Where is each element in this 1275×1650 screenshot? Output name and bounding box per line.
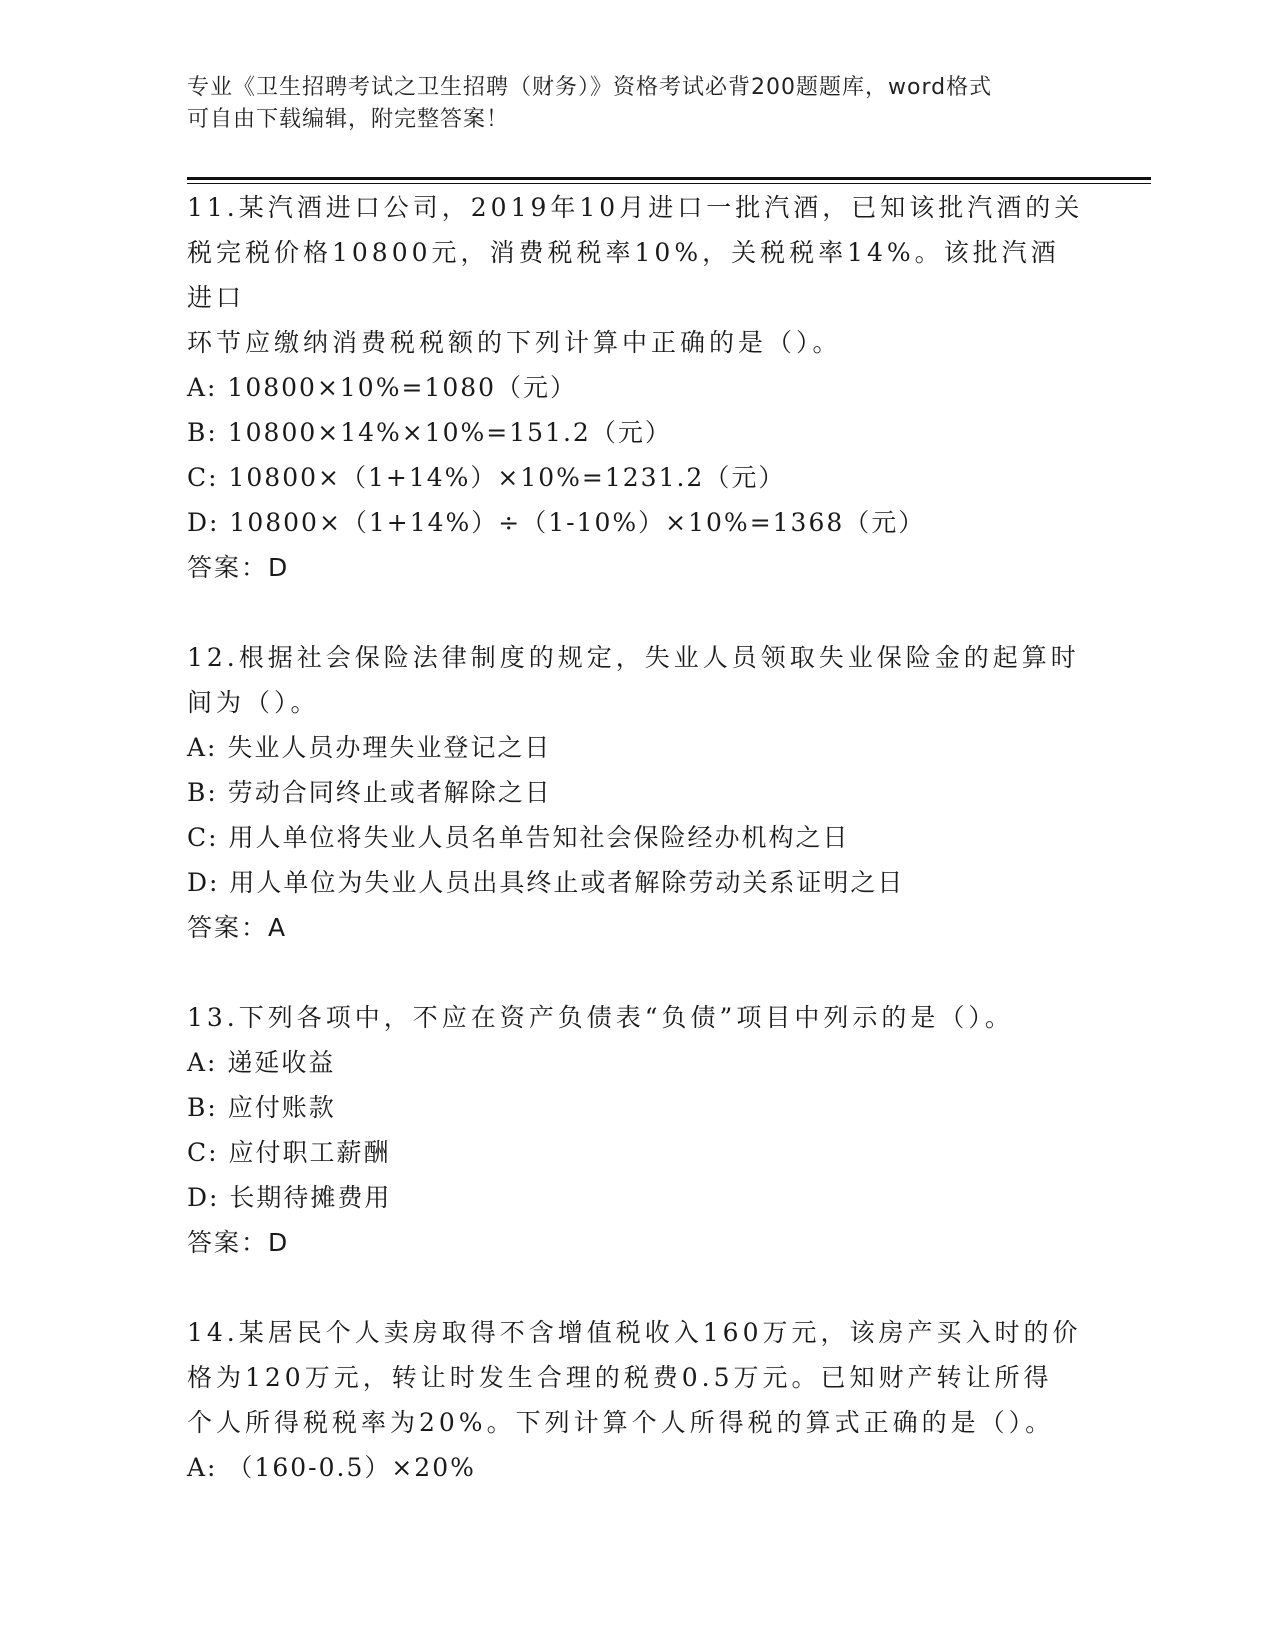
answer: 答案：D <box>187 1228 290 1257</box>
question-stem-line: 税完税价格10800元，消费税税率10%，关税税率14%。该批汽酒进口 <box>187 238 1060 312</box>
question-stem-line: 12.根据社会保险法律制度的规定，失业人员领取失业保险金的起算时 <box>187 643 1080 672</box>
question-spacer <box>187 590 1087 635</box>
option-a: A: 10800×10%=1080（元） <box>187 373 578 402</box>
question-spacer <box>187 1265 1087 1310</box>
option-b: B: 应付账款 <box>187 1093 336 1122</box>
option-a: A: 递延收益 <box>187 1048 336 1077</box>
option-a: A: 失业人员办理失业登记之日 <box>187 733 552 762</box>
header-rule-thick <box>187 177 1151 180</box>
question-stem-line: 环节应缴纳消费税税额的下列计算中正确的是（）。 <box>187 328 842 357</box>
question-spacer <box>187 950 1087 995</box>
document-header <box>187 72 1067 136</box>
answer: 答案：D <box>187 553 290 582</box>
header-rule-thin <box>187 183 1151 184</box>
question-stem-line: 个人所得税税率为20%。下列计算个人所得税的算式正确的是（）。 <box>187 1408 1055 1437</box>
question-stem-line: 间为（）。 <box>187 688 320 717</box>
header-line-1: 专业《卫生招聘考试之卫生招聘（财务）》资格考试必背200题题库，word格式 <box>187 75 993 100</box>
answer: 答案：A <box>187 913 288 942</box>
option-d: D: 长期待摊费用 <box>187 1183 392 1212</box>
question-12 <box>187 635 1087 950</box>
option-b: B: 劳动合同终止或者解除之日 <box>187 778 552 807</box>
option-c: C: 用人单位将失业人员名单告知社会保险经办机构之日 <box>187 823 850 852</box>
question-stem-line: 11.某汽酒进口公司，2019年10月进口一批汽酒，已知该批汽酒的关 <box>187 193 1084 222</box>
option-a: A: （160-0.5）×20% <box>187 1453 476 1482</box>
option-c: C: 10800×（1+14%）×10%=1231.2（元） <box>187 463 786 492</box>
header-line-2: 可自由下载编辑，附完整答案！ <box>187 107 510 132</box>
option-c: C: 应付职工薪酬 <box>187 1138 391 1167</box>
question-14 <box>187 1310 1087 1490</box>
question-11 <box>187 185 1087 590</box>
question-stem-line: 13.下列各项中，不应在资产负债表“负债”项目中列示的是（）。 <box>187 1003 1014 1032</box>
question-stem-line: 格为120万元，转让时发生合理的税费0.5万元。已知财产转让所得 <box>187 1363 1053 1392</box>
option-d: D: 10800×（1+14%）÷（1-10%）×10%=1368（元） <box>187 508 926 537</box>
question-stem-line: 14.某居民个人卖房取得不含增值税收入160万元，该房产买入时的价 <box>187 1318 1082 1347</box>
question-13 <box>187 995 1087 1265</box>
question-list <box>187 185 1087 1490</box>
option-b: B: 10800×14%×10%=151.2（元） <box>187 418 672 447</box>
option-d: D: 用人单位为失业人员出具终止或者解除劳动关系证明之日 <box>187 868 905 897</box>
